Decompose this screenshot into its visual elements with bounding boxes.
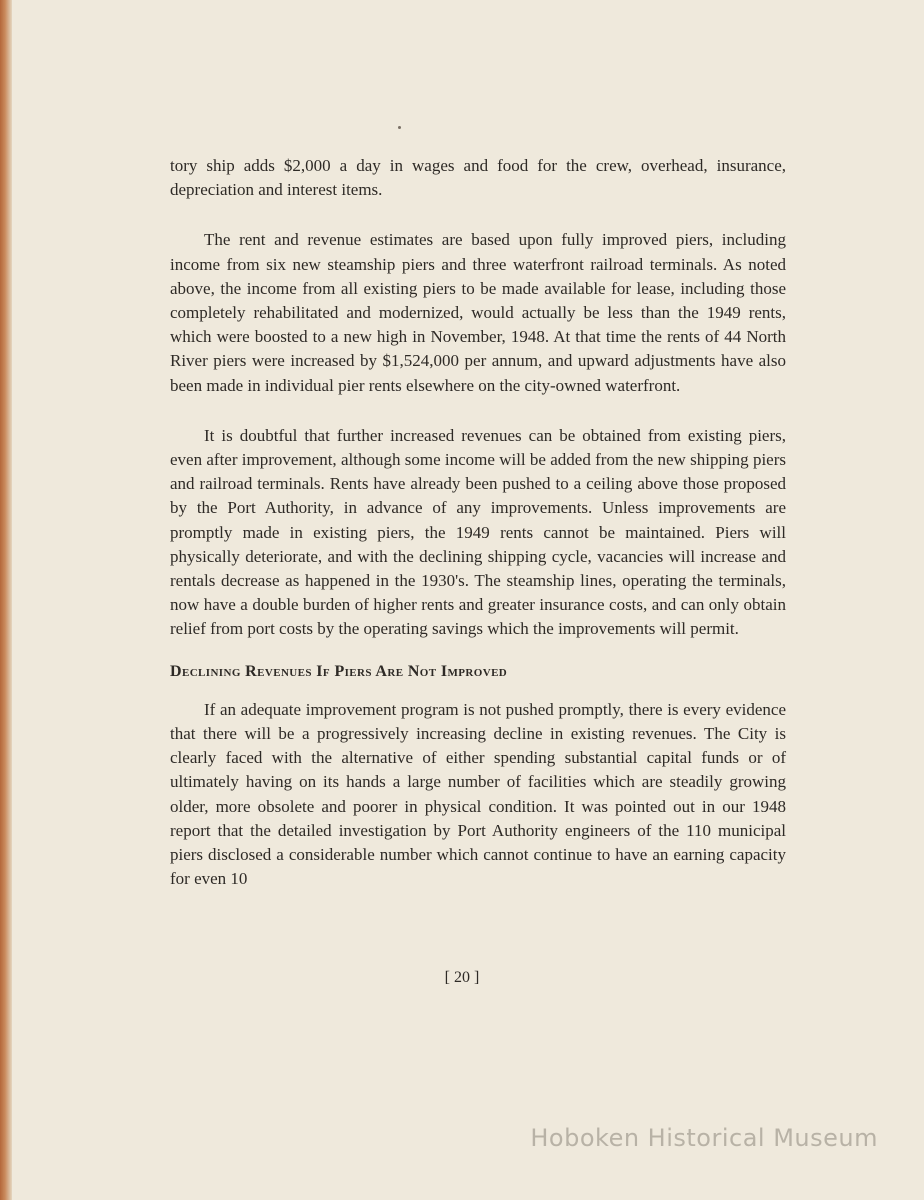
paragraph-increased-revenues: It is doubtful that further increased revenues can be obtained from existing piers, even after improvement, although some income will be added from the new shipping piers and railroad terminals. Rents have already been pushed to a ceiling above those proposed by the Port Authority, in advance of any improvements. Unless improvements are promptly made in existing piers, the 1949 rents cannot be maintained. Piers will physically deteriorate, and with the declining shipping cycle, vacancies will increase and rentals decrease as happened in the 1930's. The steamship lines, operating the terminals, now have a double burden of higher rents and greater insurance costs, and can only obtain relief from port costs by the operating savings which the improvements will permit. [170, 425, 786, 639]
section-heading: Declining Revenues If Piers Are Not Improved [170, 662, 508, 680]
paragraph-rent-estimates: The rent and revenue estimates are based upon fully improved piers, including income from six new steamship piers and three waterfront railroad terminals. As noted above, the income from all existing piers to be made available for lease, including those completely rehabilitated and modernized, would actually be less than the 1949 rents, which were boosted to a new high in November, 1948. At that time the rents of 44 North River piers were increased by $1,524,000 per annum, and upward adjustments have also been made in individual pier rents elsewhere on the city-owned waterfront. [170, 230, 786, 395]
museum-watermark: Hoboken Historical Museum [530, 1124, 878, 1152]
body-text [170, 154, 786, 891]
paper-speck [398, 126, 401, 129]
page-number: [ 20 ] [444, 969, 480, 986]
paragraph-improvement-program: If an adequate improvement program is not pushed promptly, there is every evidence that there will be a progressively increasing decline in existing revenues. The City is clearly faced with the alternative of either spending substantial capital funds or of ultimately having on its hands a large number of facilities which are steadily growing older, more obsolete and poorer in physical condition. It was pointed out in our 1948 report that the detailed investigation by Port Authority engineers of the 110 municipal piers disclosed a considerable number which cannot continue to have an earning capacity for even 10 [170, 699, 786, 889]
binding-edge [0, 0, 12, 1200]
paragraph-continuation: tory ship adds $2,000 a day in wages and food for the crew, overhead, insurance, depreciation and interest items. [170, 156, 786, 200]
